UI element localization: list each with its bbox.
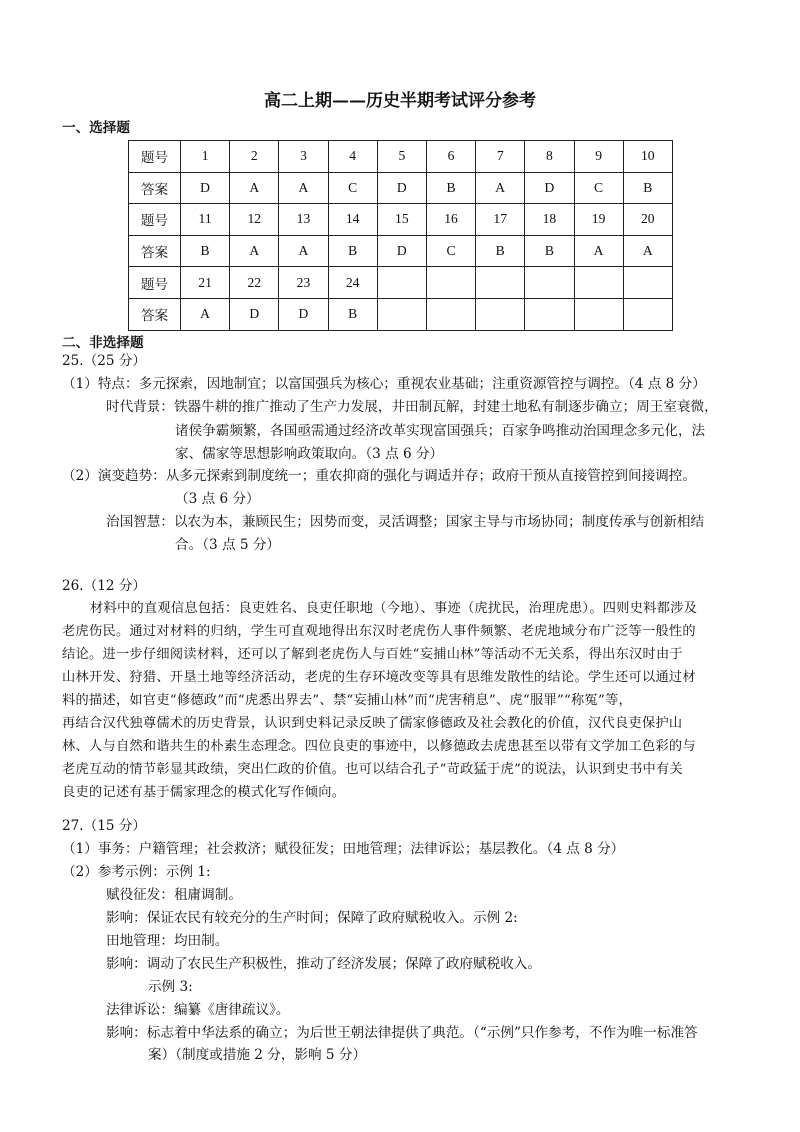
answer-cell: 14 bbox=[328, 204, 377, 236]
table-row bbox=[129, 204, 673, 236]
answer-cell: B bbox=[328, 298, 377, 330]
q25-heading: 25.（25 分） bbox=[62, 353, 147, 369]
answer-cell: D bbox=[181, 172, 230, 204]
answer-cell: B bbox=[181, 235, 230, 267]
table-row bbox=[129, 298, 673, 330]
answer-cell: D bbox=[279, 298, 328, 330]
answer-cell: 1 bbox=[181, 141, 230, 173]
answer-cell: 15 bbox=[377, 204, 426, 236]
answer-cell: A bbox=[230, 235, 279, 267]
q26-line: 老虎伤民。通过对材料的归纳，学生可直观地得出东汉时老虎伤人事件频繁、老虎地域分布广泛等一般性的 bbox=[62, 624, 696, 639]
answer-cell bbox=[377, 267, 426, 299]
answer-cell: 19 bbox=[574, 204, 623, 236]
q25-line: 时代背景：铁器牛耕的推广推动了生产力发展，井田制瓦解，封建土地私有制逐步确立；周王室衰微， bbox=[106, 399, 718, 415]
answer-cell bbox=[525, 298, 574, 330]
answer-cell: D bbox=[525, 172, 574, 204]
answer-cell: 20 bbox=[623, 204, 672, 236]
answer-cell bbox=[377, 298, 426, 330]
q25-line: （3 点 6 分） bbox=[175, 491, 260, 507]
q27-line: （1）事务：户籍管理；社会救济；赋役征发；田地管理；法律诉讼；基层教化。（4 点 8 分） bbox=[62, 841, 625, 857]
answer-cell: A bbox=[623, 235, 672, 267]
answer-cell: 21 bbox=[181, 267, 230, 299]
table-row bbox=[129, 172, 673, 204]
answer-cell bbox=[426, 298, 475, 330]
section-nonchoice-heading: 二、非选择题 bbox=[62, 335, 144, 351]
q26-line: 材料中的直观信息包括：良吏姓名、良吏任职地（今地）、事迹（虎扰民，治理虎患）。四则史料都涉及 bbox=[90, 601, 698, 616]
answer-cell bbox=[476, 298, 525, 330]
row-label-cell: 答案 bbox=[129, 235, 181, 267]
q25-line: 家、儒家等思想影响政策取向。（3 点 6 分） bbox=[175, 446, 444, 462]
row-label-cell: 题号 bbox=[129, 204, 181, 236]
answer-cell: D bbox=[230, 298, 279, 330]
section-choice-heading: 一、选择题 bbox=[62, 120, 130, 136]
q25-line: 合。（3 点 5 分） bbox=[175, 537, 281, 553]
answer-cell bbox=[525, 267, 574, 299]
q26-line: 良吏的记述有基于儒家理念的模式化写作倾向。 bbox=[62, 785, 346, 800]
answer-cell: 13 bbox=[279, 204, 328, 236]
answer-cell: 7 bbox=[476, 141, 525, 173]
q27-heading: 27.（15 分） bbox=[62, 818, 147, 834]
table-row bbox=[129, 235, 673, 267]
q27-line: 影响：保证农民有较充分的生产时间；保障了政府赋税收入。示例 2: bbox=[106, 910, 518, 926]
answer-cell bbox=[623, 298, 672, 330]
answer-cell: C bbox=[328, 172, 377, 204]
q27-line: 案）（制度或措施 2 分，影响 5 分） bbox=[148, 1047, 367, 1063]
answer-cell bbox=[623, 267, 672, 299]
answer-cell bbox=[574, 267, 623, 299]
answer-cell: B bbox=[426, 172, 475, 204]
answer-cell: 6 bbox=[426, 141, 475, 173]
answer-cell: 5 bbox=[377, 141, 426, 173]
answer-cell: 9 bbox=[574, 141, 623, 173]
answer-cell: A bbox=[279, 172, 328, 204]
q27-line: 田地管理：均田制。 bbox=[106, 933, 229, 949]
q27-line: 法律诉讼：编纂《唐律疏议》。 bbox=[106, 1002, 290, 1018]
q27-line: 示例 3: bbox=[148, 979, 193, 995]
answer-cell: A bbox=[279, 235, 328, 267]
table-row bbox=[129, 141, 673, 173]
answer-cell: A bbox=[476, 172, 525, 204]
answer-cell: C bbox=[426, 235, 475, 267]
answer-table bbox=[128, 140, 673, 331]
answer-cell bbox=[476, 267, 525, 299]
q26-line: 结论。进一步仔细阅读材料，还可以了解到老虎伤人与百姓“妄捕山林”等活动不无关系，得出东汉时由于 bbox=[62, 647, 684, 662]
answer-cell: A bbox=[574, 235, 623, 267]
q26-heading: 26.（12 分） bbox=[62, 578, 147, 594]
q27-line: 影响：调动了农民生产积极性，推动了经济发展；保障了政府赋税收入。 bbox=[106, 956, 541, 972]
q26-line: 料的描述，如官吏“修德政”而“虎悉出界去”、禁“妄捕山林”而“虎害稍息”、虎“服罪”“称冤”等， bbox=[62, 693, 633, 708]
answer-cell: 2 bbox=[230, 141, 279, 173]
answer-cell: B bbox=[328, 235, 377, 267]
answer-cell: 3 bbox=[279, 141, 328, 173]
answer-cell: 10 bbox=[623, 141, 672, 173]
q25-line: （1）特点：多元探索，因地制宜；以富国强兵为核心；重视农业基础；注重资源管控与调控。（4 点 8 分） bbox=[62, 376, 706, 392]
q25-line: 诸侯争霸频繁，各国亟需通过经济改革实现富国强兵；百家争鸣推动治国理念多元化，法 bbox=[175, 423, 706, 439]
answer-cell: 12 bbox=[230, 204, 279, 236]
answer-cell: A bbox=[230, 172, 279, 204]
answer-cell: B bbox=[525, 235, 574, 267]
answer-cell bbox=[574, 298, 623, 330]
row-label-cell: 题号 bbox=[129, 267, 181, 299]
q26-line: 再结合汉代独尊儒术的历史背景，认识到史料记录反映了儒家修德政及社会教化的价值，汉代良吏保护山 bbox=[62, 716, 683, 731]
q25-line: 治国智慧：以农为本，兼顾民生；因势而变，灵活调整；国家主导与市场协同；制度传承与创新相结 bbox=[106, 514, 705, 530]
q26-line: 老虎互动的情节彰显其政绩，突出仁政的价值。也可以结合孔子“苛政猛于虎”的说法，认识到史书中有关 bbox=[62, 762, 684, 777]
q27-line: 赋役征发：租庸调制。 bbox=[106, 887, 242, 903]
row-label-cell: 题号 bbox=[129, 141, 181, 173]
q26-line: 林、人与自然和谐共生的朴素生态理念。四位良吏的事迹中，以修德政去虎患甚至以带有文学加工色彩的与 bbox=[62, 739, 696, 754]
answer-cell: C bbox=[574, 172, 623, 204]
answer-cell: A bbox=[181, 298, 230, 330]
answer-cell: D bbox=[377, 235, 426, 267]
answer-cell: 11 bbox=[181, 204, 230, 236]
row-label-cell: 答案 bbox=[129, 298, 181, 330]
answer-cell: 17 bbox=[476, 204, 525, 236]
q26-line: 山林开发、狩猎、开垦土地等经济活动，老虎的生存环境改变等具有思维发散性的结论。学生还可以通过材 bbox=[62, 670, 696, 685]
table-row bbox=[129, 267, 673, 299]
answer-cell: 8 bbox=[525, 141, 574, 173]
answer-cell bbox=[426, 267, 475, 299]
q27-line: 影响：标志着中华法系的确立；为后世王朝法律提供了典范。（“示例”只作参考，不作为唯一标准答 bbox=[106, 1025, 698, 1041]
q27-line: （2）参考示例：示例 1: bbox=[62, 864, 211, 880]
page-title: 高二上期——历史半期考试评分参考 bbox=[264, 91, 536, 111]
answer-cell: 24 bbox=[328, 267, 377, 299]
answer-cell: 22 bbox=[230, 267, 279, 299]
answer-cell: 18 bbox=[525, 204, 574, 236]
answer-cell: B bbox=[476, 235, 525, 267]
q25-line: （2）演变趋势：从多元探索到制度统一；重农抑商的强化与调适并存；政府干预从直接管控到间接调控。 bbox=[62, 468, 696, 484]
answer-cell: 16 bbox=[426, 204, 475, 236]
answer-cell: B bbox=[623, 172, 672, 204]
row-label-cell: 答案 bbox=[129, 172, 181, 204]
answer-cell: 4 bbox=[328, 141, 377, 173]
answer-cell: D bbox=[377, 172, 426, 204]
answer-cell: 23 bbox=[279, 267, 328, 299]
